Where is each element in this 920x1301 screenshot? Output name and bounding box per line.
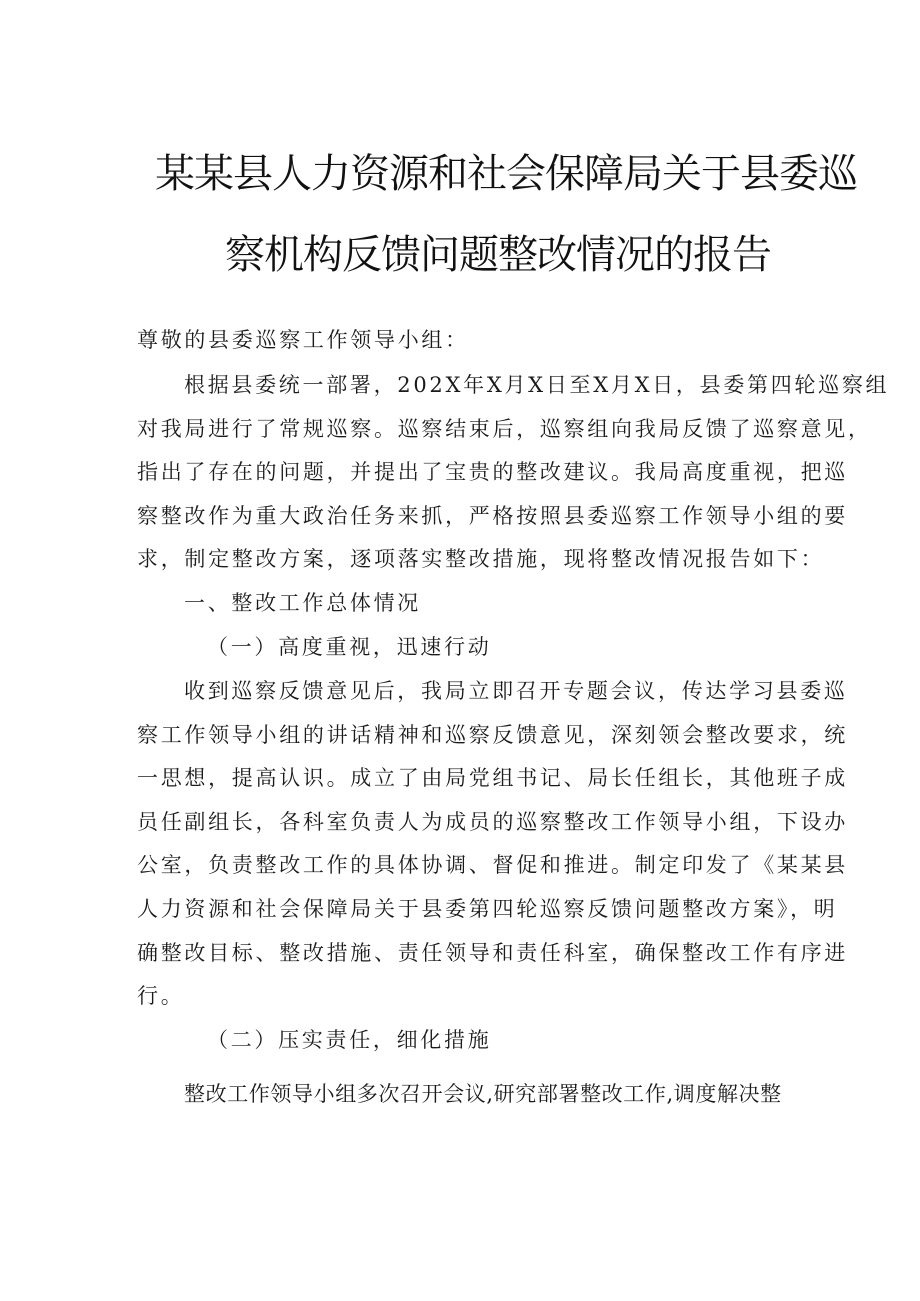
section-heading: 一、整改工作总体情况 bbox=[184, 591, 421, 615]
body-line: 公室，负责整改工作的具体协调、督促和推进。制定印发了《某某县 bbox=[137, 853, 848, 877]
body-line: 整改工作领导小组多次召开会议,研究部署整改工作,调度解决整 bbox=[184, 1082, 782, 1106]
intro-line: 察整改作为重大政治任务来抓，严格按照县委巡察工作领导小组的要 bbox=[137, 504, 848, 528]
subsection-heading: （二）压实责任，细化措施 bbox=[207, 1028, 492, 1052]
body-line: 察工作领导小组的讲话精神和巡察反馈意见，深刻领会整改要求，统 bbox=[137, 723, 848, 747]
body-line: 员任副组长，各科室负责人为成员的巡察整改工作领导小组，下设办 bbox=[137, 810, 848, 834]
intro-line: 指出了存在的问题，并提出了宝贵的整改建议。我局高度重视，把巡 bbox=[137, 460, 848, 484]
intro-line: 求，制定整改方案，逐项落实整改措施，现将整改情况报告如下： bbox=[137, 547, 825, 571]
subsection-heading: （一）高度重视，迅速行动 bbox=[207, 635, 492, 659]
document-title-line-1: 某某县人力资源和社会保障局关于县委巡 bbox=[155, 151, 857, 197]
body-line: 一思想，提高认识。成立了由局党组书记、局长任组长，其他班子成 bbox=[137, 766, 848, 790]
intro-line: 根据县委统一部署，202X年X月X日至X月X日，县委第四轮巡察组 bbox=[184, 373, 890, 397]
salutation: 尊敬的县委巡察工作领导小组： bbox=[137, 328, 469, 352]
document-title-line-2: 察机构反馈问题整改情况的报告 bbox=[225, 232, 771, 278]
body-line: 人力资源和社会保障局关于县委第四轮巡察反馈问题整改方案》，明 bbox=[137, 897, 838, 921]
intro-line: 对我局进行了常规巡察。巡察结束后，巡察组向我局反馈了巡察意见， bbox=[137, 417, 872, 441]
body-line: 确整改目标、整改措施、责任领导和责任科室，确保整改工作有序进 bbox=[137, 941, 848, 965]
body-line: 行。 bbox=[137, 984, 185, 1008]
body-line: 收到巡察反馈意见后，我局立即召开专题会议，传达学习县委巡 bbox=[184, 679, 848, 703]
